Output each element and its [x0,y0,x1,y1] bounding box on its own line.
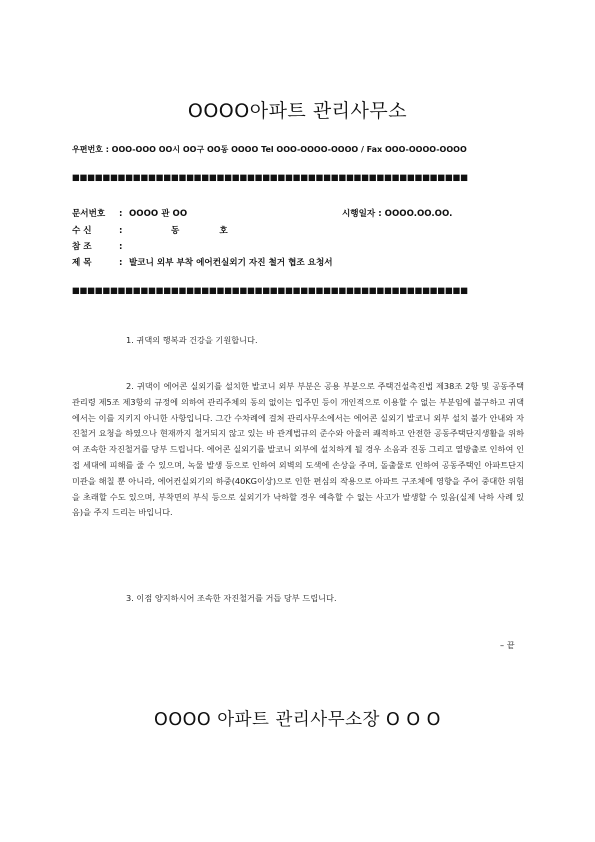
recipient-dong: 동 [171,226,180,236]
colon: : [119,226,123,236]
recipient-ho: 호 [219,226,228,236]
divider-top: ■■■■■■■■■■■■■■■■■■■■■■■■■■■■■■■■■■■■■■■■■■■■■■■■■■■■ [72,172,468,182]
paragraph-1: 1. 귀댁의 행복과 건강을 기원합니다. [126,335,258,345]
address-line: 우편번호 : OOO-OOO OO시 OO구 OO동 OOOO Tel OOO-OOOO-OOOO / Fax OOO-OOOO-OOOO [72,145,467,154]
document-title: OOOO아파트 관리사무소 [187,100,408,122]
subject-label: 제 목 [72,258,92,268]
date-value: OOOO.OO.OO. [384,209,453,219]
paragraph-3: 3. 이점 양지하시어 조속한 자진철거를 거듭 당부 드립니다. [126,593,337,603]
subject-value: 발코니 외부 부착 에어컨실외기 자진 철거 협조 요청서 [129,258,333,268]
divider-bottom: ■■■■■■■■■■■■■■■■■■■■■■■■■■■■■■■■■■■■■■■■■■■■■■■■■■■■ [72,285,468,295]
date-row [342,207,452,219]
colon: : [119,242,123,252]
recipient-label: 수 신 [72,226,92,236]
paragraph-2: 2. 귀댁이 에어콘 실외기를 설치한 발코니 외부 부분은 공용 부분으로 주택건설촉진법 제38조 2항 및 공동주택관리령 제5조 제3항의 규정에 의하여 관리주체의 동의 없이는 입주민 등이 개인적으로 이용할 수 없는 부분임에 불구하고 귀댁에서는 이를 지키지 아니한 사항입니다. 그간 수차례에 걸쳐 관리사무소에서는 에어콘 실외기 발코니 외부 설치 불가 안내와 자진철거 요청을 하였으나 현재까지 철거되지 않고 있는 바 관계법규의 준수와 아울러 쾌적하고 안전한 공동주택단지생활을 위하여 조속한 자진철거를 당부 드립니다. 에어콘 실외기를 발코니 외부에 설치하게 될 경우 소음과 진동 그리고 열방출로 인하여 인접 세대에 피해를 줄 수 있으며, 녹물 발생 등으로 인하여 외벽의 도색에 손상을 주며, 돌출물로 인하여 공동주택인 아파트단지 미관을 해칠 뿐 아니라, 에어컨실외기의 하중(40KG이상)으로 인한 편심의 작용으로 아파트 구조체에 영향을 주어 중대한 위험을 초래할 수도 있으며, 부착면의 부식 등으로 실외기가 낙하할 경우 예측할 수 없는 사고가 발생할 수 있음(실제 낙하 사례 있음)을 주지 드리는 바입니다. [72,381,524,518]
signature-line: OOOO 아파트 관리사무소장 O O O [154,710,441,730]
end-mark: – 끝 [500,640,515,650]
cc-label: 참 조 [72,242,92,252]
colon: : [378,209,382,219]
doc-number-row [72,207,187,219]
subject-row [72,256,333,268]
cc-row [72,240,129,252]
doc-number-label: 문서번호 [72,209,106,219]
colon: : [119,209,123,219]
doc-number-value: OOOO 관 OO [129,209,188,219]
date-label: 시행일자 [342,209,376,219]
colon: : [119,258,123,268]
recipient-row [72,224,228,236]
